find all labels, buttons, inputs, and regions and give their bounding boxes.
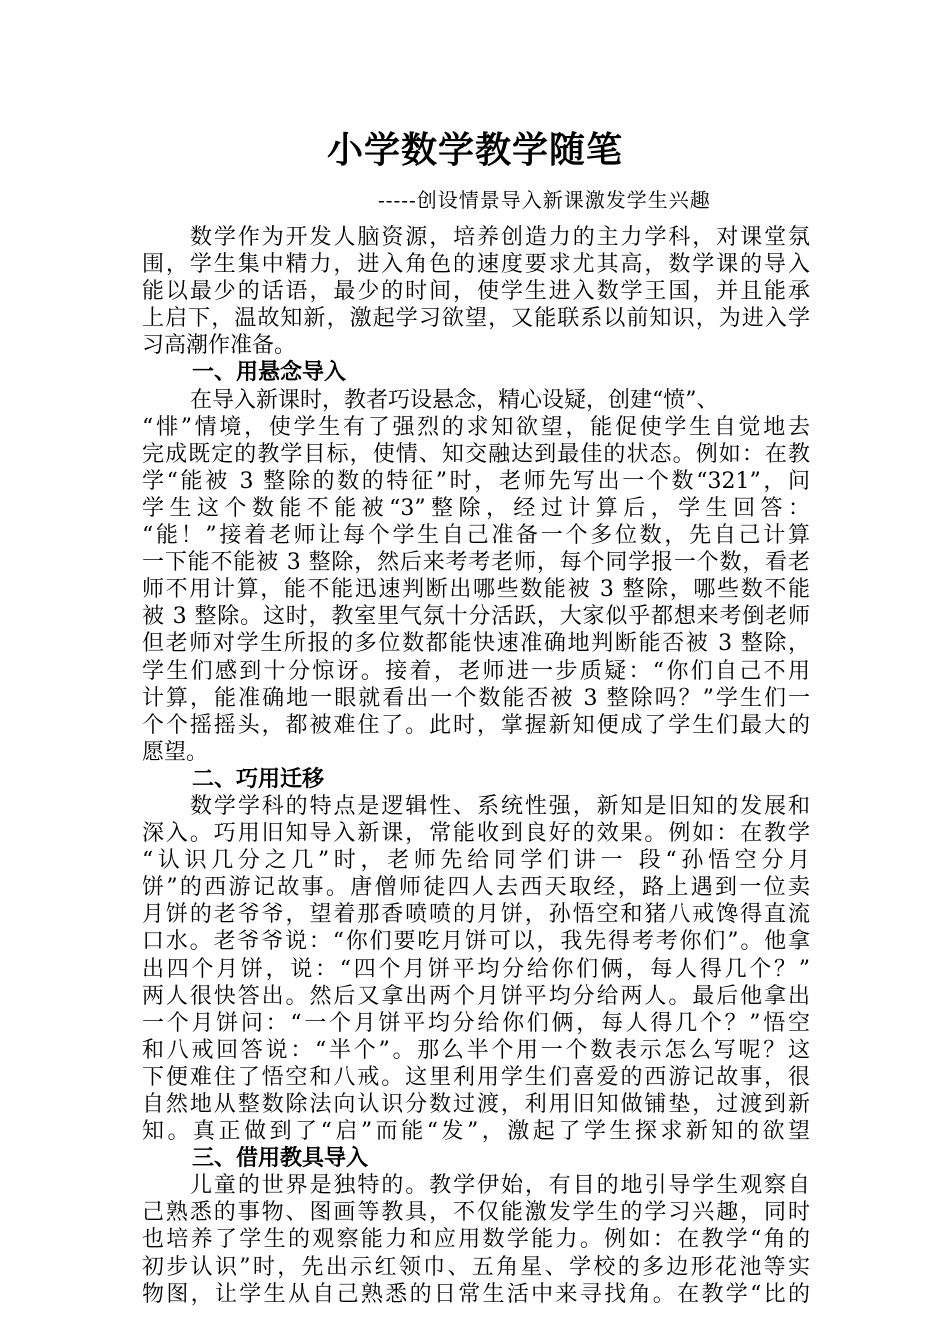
paragraph-line: 个个摇摇头，都被难住了。此时，掌握新知便成了学生们最大的 [142, 712, 810, 738]
document-subtitle: -----创设情景导入新课激发学生兴趣 [378, 188, 711, 212]
section-heading: 三、借用教具导入 [192, 1145, 369, 1172]
paragraph-line: 一下能不能被 3 整除，然后来考考老师，每个同学报一个数，看老 [142, 550, 810, 576]
paragraph-line: 出四个月饼，说：“四个月饼平均分给你们俩，每人得几个？” [142, 956, 810, 982]
paragraph-line: 也培养了学生的观察能力和应用数学能力。例如：在教学“角的 [142, 1227, 810, 1253]
paragraph-line: 在导入新课时，教者巧设悬念，精心设疑，创建“愤”、 [190, 387, 719, 413]
paragraph-line: 围，学生集中精力，进入角色的速度要求尤其高，数学课的导入 [142, 252, 810, 278]
document-body [142, 224, 810, 1308]
paragraph-line: 和八戒回答说：“半个”。那么半个用一个数表示怎么写呢？这 [142, 1037, 810, 1063]
paragraph-line: 完成既定的教学目标，使情、知交融达到最佳的状态。例如：在教 [142, 441, 810, 467]
paragraph-line: 能以最少的话语，最少的时间，使学生进入数学王国，并且能承 [142, 279, 810, 305]
section-heading: 二、巧用迁移 [192, 765, 325, 792]
paragraph-line: 饼”的西游记故事。唐僧师徒四人去西天取经，路上遇到一位卖 [142, 875, 810, 901]
paragraph-line: 下便难住了悟空和八戒。这里利用学生们喜爱的西游记故事，很 [142, 1064, 810, 1090]
paragraph-line: 计算，能准确地一眼就看出一个数能否被 3 整除吗？”学生们一 [142, 685, 810, 711]
paragraph-line: 口水。老爷爷说：“你们要吃月饼可以，我先得考考你们”。他拿 [142, 929, 810, 955]
paragraph-line: 物图，让学生从自己熟悉的日常生活中来寻找角。在教学“比的 [142, 1281, 810, 1307]
paragraph-line: 但老师对学生所报的多位数都能快速准确地判断能否被 3 整除， [142, 631, 810, 657]
paragraph-line: 学生们感到十分惊讶。接着，老师进一步质疑：“你们自己不用 [142, 658, 810, 684]
paragraph-line: 学“能被 3 整除的数的特征”时，老师先写出一个数“321”，问 [142, 468, 810, 494]
paragraph-line: 数学作为开发人脑资源，培养创造力的主力学科，对课堂氛 [190, 225, 810, 250]
paragraph-line: 月饼的老爷爷，望着那香喷喷的月饼，孙悟空和猪八戒馋得直流 [142, 902, 810, 928]
paragraph-line: 学生这个数能不能被“3”整除，经过计算后，学生回答： [142, 495, 810, 521]
paragraph-line: 己熟悉的事物、图画等教具，不仅能激发学生的学习兴趣，同时 [142, 1200, 810, 1226]
paragraph-line: 数学学科的特点是逻辑性、系统性强，新知是旧知的发展和 [190, 793, 810, 819]
paragraph-line: 一个月饼问：“一个月饼平均分给你们俩，每人得几个？”悟空 [142, 1010, 810, 1036]
paragraph-line: 初步认识”时，先出示红领巾、五角星、学校的多边形花池等实 [142, 1254, 810, 1280]
paragraph-line: “认识几分之几”时，老师先给同学们讲一 段“孙悟空分月 [142, 848, 810, 874]
paragraph-line: 自然地从整数除法向认识分数过渡，利用旧知做铺垫，过渡到新 [142, 1092, 810, 1117]
paragraph-line: “能！”接着老师让每个学生自己准备一个多位数，先自己计算 [142, 523, 810, 549]
paragraph-line: 习高潮作准备。 [142, 333, 297, 359]
section-heading: 一、用悬念导入 [192, 359, 347, 386]
paragraph-line: “悱”情境，使学生有了强烈的求知欲望，能促使学生自觉地去 [142, 414, 810, 440]
paragraph-line: 被 3 整除。这时，教室里气氛十分活跃，大家似乎都想来考倒老师 [142, 604, 810, 630]
paragraph-line: 儿童的世界是独特的。教学伊始，有目的地引导学生观察自 [190, 1173, 810, 1199]
paragraph-line: 两人很快答出。然后又拿出两个月饼平均分给两人。最后他拿出 [142, 983, 810, 1009]
paragraph-line: 上启下，温故知新，激起学习欲望，又能联系以前知识，为进入学 [142, 306, 810, 332]
paragraph-line: 知。真正做到了“启”而能“发”，激起了学生探求新知的欲望 [142, 1119, 810, 1145]
paragraph-line: 深入。巧用旧知导入新课，常能收到良好的效果。例如：在教学 [142, 821, 810, 847]
paragraph-line: 师不用计算，能不能迅速判断出哪些数能被 3 整除，哪些数不能 [142, 577, 810, 603]
document-title: 小学数学教学随笔 [326, 129, 623, 171]
paragraph-line: 愿望。 [142, 739, 209, 765]
